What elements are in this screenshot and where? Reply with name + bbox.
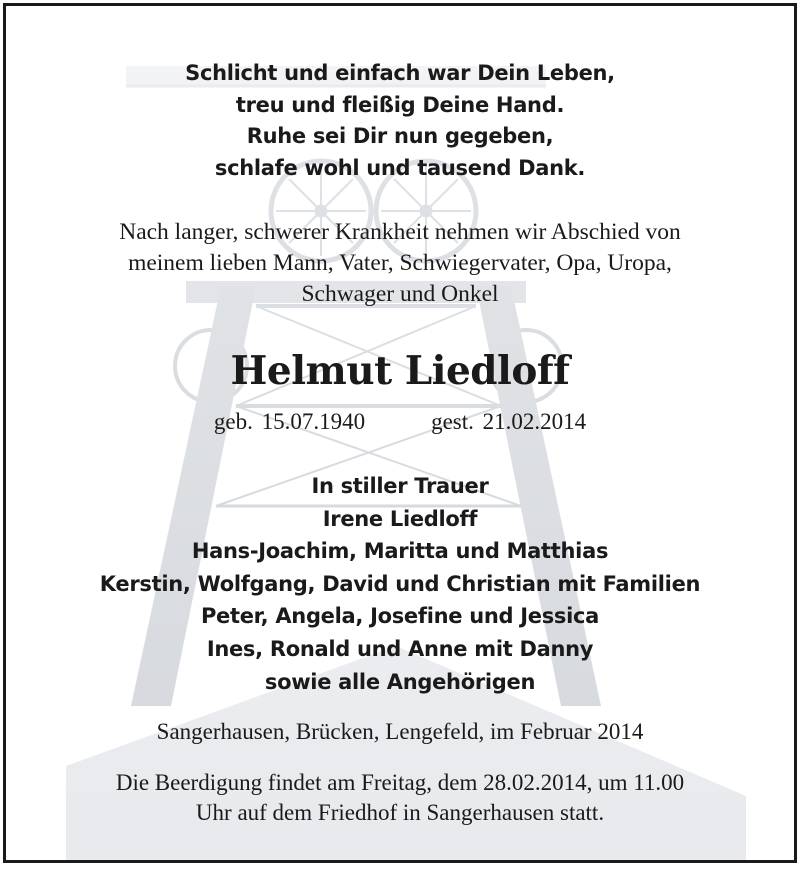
mourners-line: Ines, Ronald und Anne mit Danny — [206, 636, 594, 661]
funeral-line: Die Beerdigung findet am Freitag, dem 28.02.2014, um 11.00 — [115, 770, 685, 795]
obituary-frame — [3, 3, 797, 863]
poem-line: treu und fleißig Deine Hand. — [235, 92, 565, 117]
obituary-content — [6, 6, 794, 860]
mourners-list — [6, 470, 794, 698]
mourners-line: sowie alle Angehörigen — [264, 669, 536, 694]
mourners-line: Hans-Joachim, Maritta und Matthias — [191, 539, 609, 564]
funeral-line: Uhr auf dem Friedhof in Sangerhausen statt. — [195, 800, 605, 825]
mourners-line: In stiller Trauer — [311, 474, 489, 498]
mourners-line: Kerstin, Wolfgang, David und Christian mit Familien — [99, 571, 701, 596]
place-and-date: Sangerhausen, Brücken, Lengefeld, im Februar 2014 — [156, 719, 644, 744]
intro-line: meinem lieben Mann, Vater, Schwiegervater, Opa, Uropa, — [128, 250, 672, 276]
funeral-notice — [6, 768, 794, 828]
intro-line: Schwager und Onkel — [301, 281, 499, 307]
poem-line: Schlicht und einfach war Dein Leben, — [185, 61, 615, 85]
poem-line: Ruhe sei Dir nun gegeben, — [246, 124, 554, 148]
mourners-line: Peter, Angela, Josefine und Jessica — [200, 604, 600, 629]
birth-date: geb. 15.07.1940 — [213, 409, 366, 434]
death-date: gest. 21.02.2014 — [431, 409, 587, 434]
memorial-poem — [6, 58, 794, 184]
mourners-line: Irene Liedloff — [322, 506, 478, 531]
intro-line: Nach langer, schwerer Krankheit nehmen wir Abschied von — [119, 219, 681, 245]
deceased-name: Helmut Liedloff — [230, 348, 570, 394]
farewell-intro — [6, 217, 794, 310]
life-dates — [6, 407, 794, 437]
poem-line: schlafe wohl und tausend Dank. — [214, 155, 586, 180]
